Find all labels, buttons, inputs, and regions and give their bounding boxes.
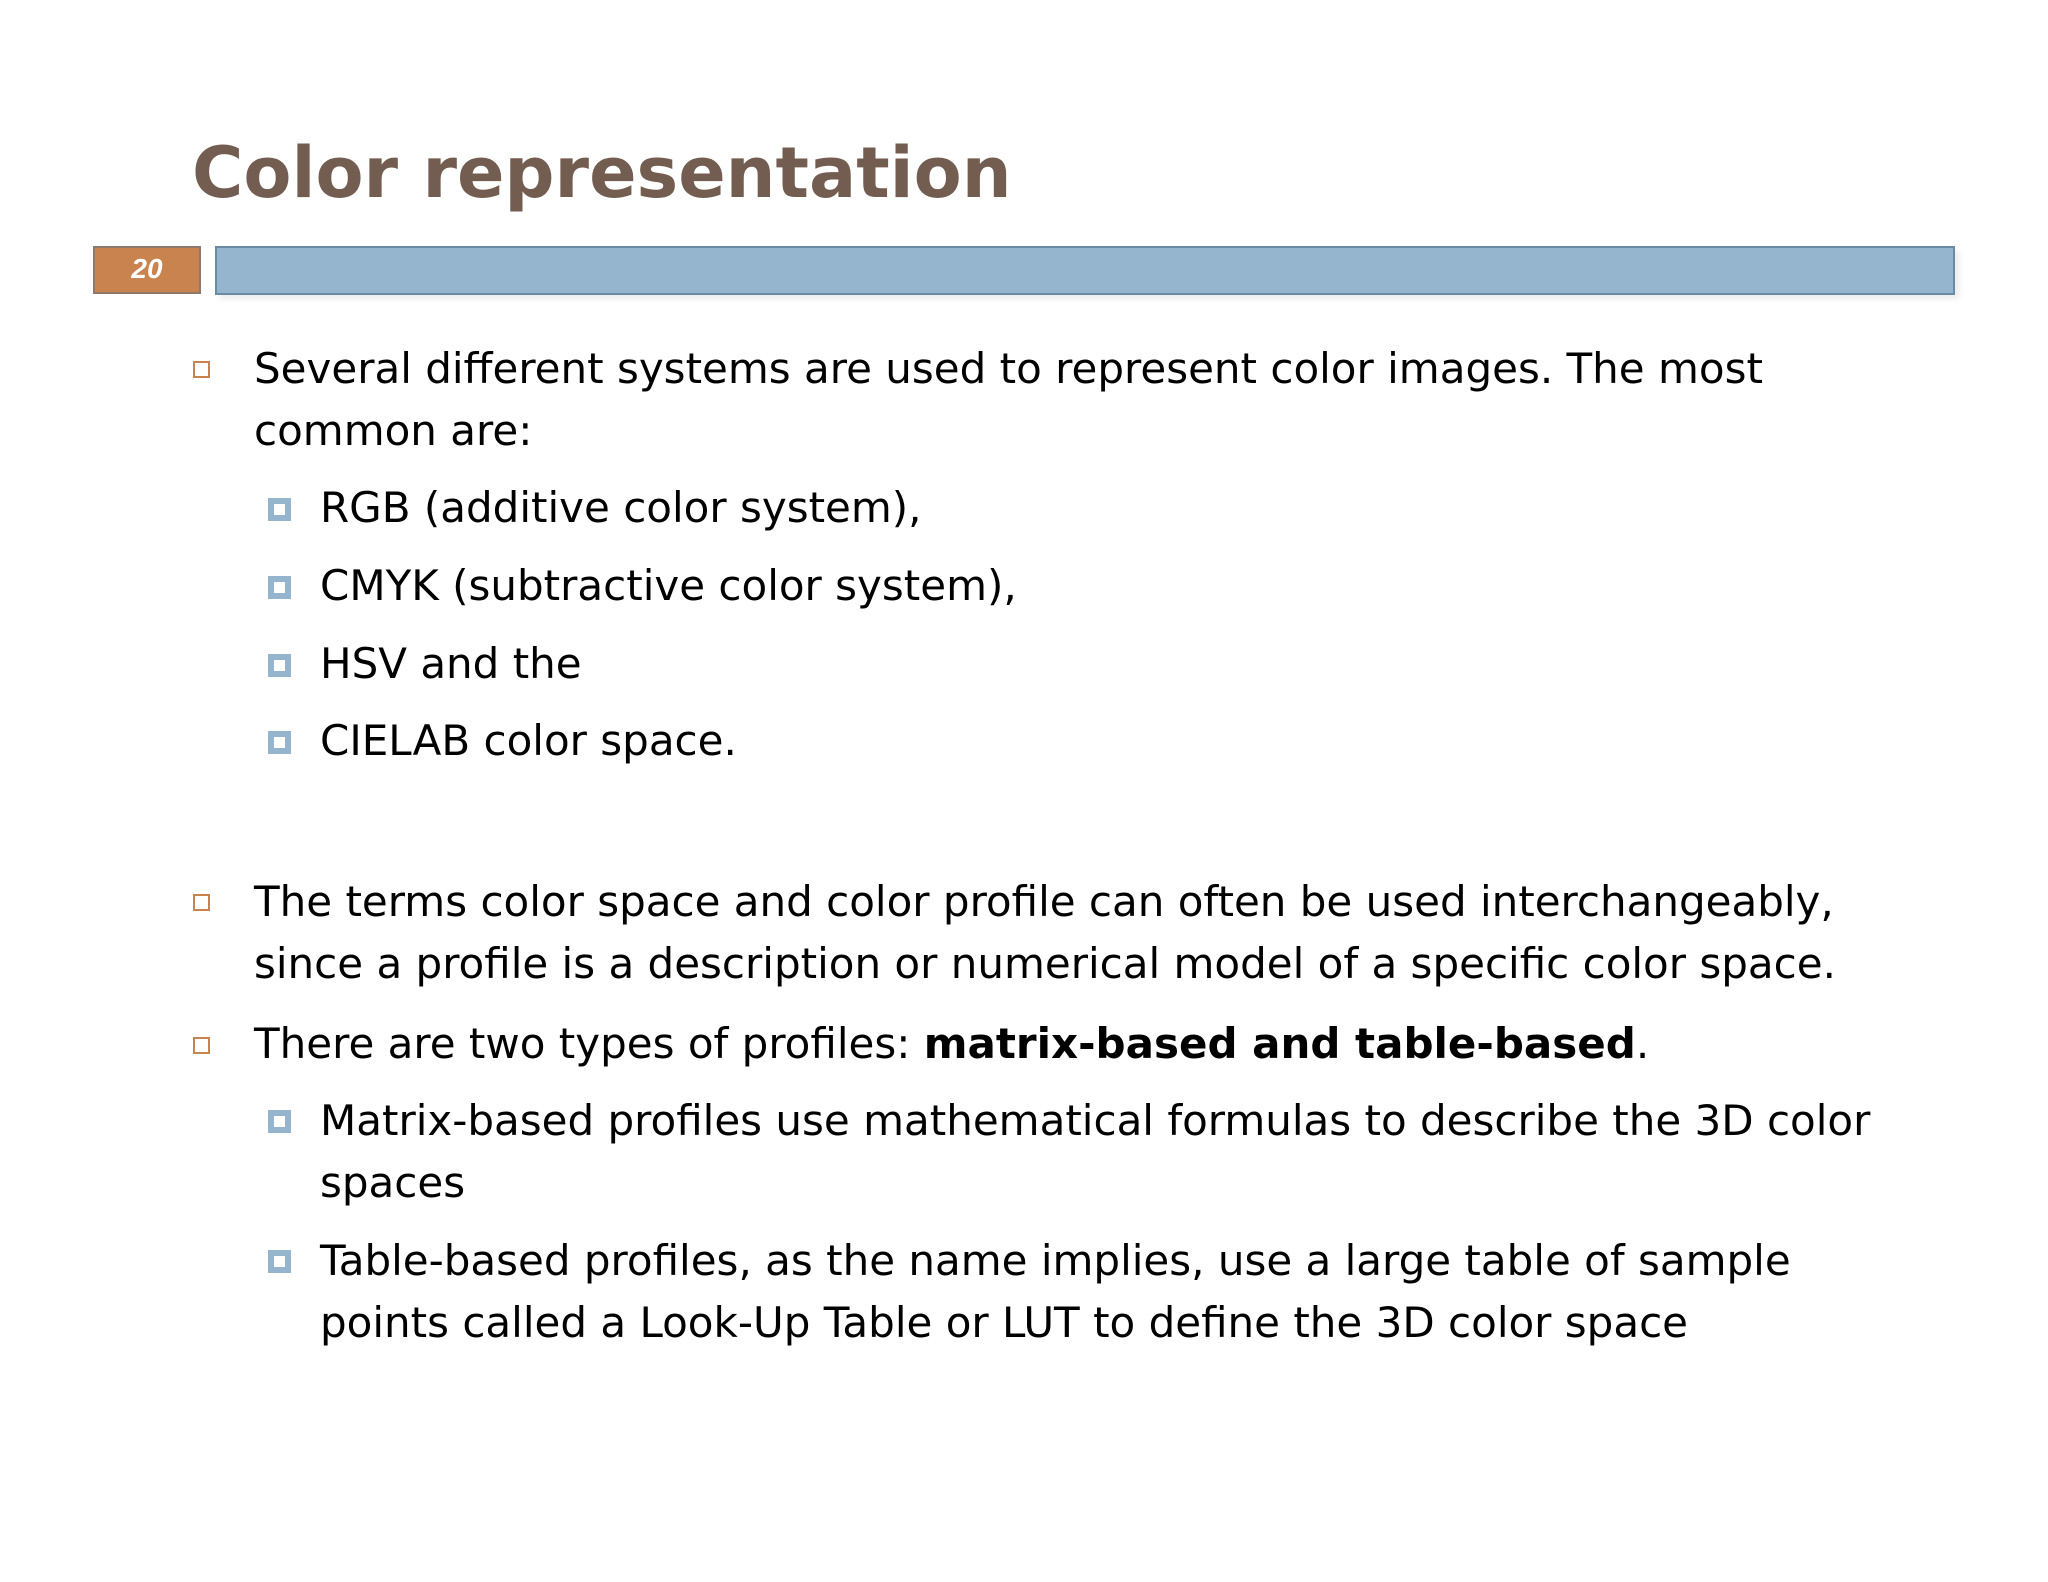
bullet-line: Several different systems are used to represent color images. The most: [254, 344, 1763, 393]
sub-bullet: CMYK (subtractive color system),: [320, 561, 1017, 610]
bold-text: matrix-based and table-based: [923, 1019, 1636, 1068]
sub-bullet: RGB (additive color system),: [320, 483, 922, 532]
square-bullet-icon: [193, 1037, 210, 1054]
bullet-line: The terms color space and color profile can often be used interchangeably,: [254, 877, 1834, 926]
filled-square-bullet-icon: [268, 1110, 291, 1133]
sub-bullet: Matrix-based profiles use mathematical formulas to describe the 3D color: [320, 1096, 1871, 1145]
filled-square-bullet-icon: [268, 498, 291, 521]
square-bullet-icon: [193, 894, 210, 911]
sub-bullet: spaces: [320, 1158, 466, 1207]
sub-bullet: Table-based profiles, as the name implies, use a large table of sample: [320, 1236, 1791, 1285]
slide-title: Color representation: [192, 132, 1012, 214]
bullet-line: [254, 1013, 1854, 1075]
square-bullet-icon: [193, 361, 210, 378]
title-divider-bar: [215, 246, 1955, 295]
sub-bullet: points called a Look-Up Table or LUT to define the 3D color space: [320, 1298, 1689, 1347]
bullet-text: There are two types of profiles:: [254, 1019, 924, 1068]
filled-square-bullet-icon: [268, 654, 291, 677]
page-number-badge: 20: [93, 246, 201, 294]
bullet-text: .: [1635, 1019, 1650, 1068]
filled-square-bullet-icon: [268, 576, 291, 599]
filled-square-bullet-icon: [268, 731, 291, 754]
sub-bullet: CIELAB color space.: [320, 716, 737, 765]
sub-bullet: HSV and the: [320, 639, 582, 688]
bullet-line: common are:: [254, 406, 533, 455]
bullet-line: since a profile is a description or numerical model of a specific color space.: [254, 939, 1836, 988]
filled-square-bullet-icon: [268, 1250, 291, 1273]
